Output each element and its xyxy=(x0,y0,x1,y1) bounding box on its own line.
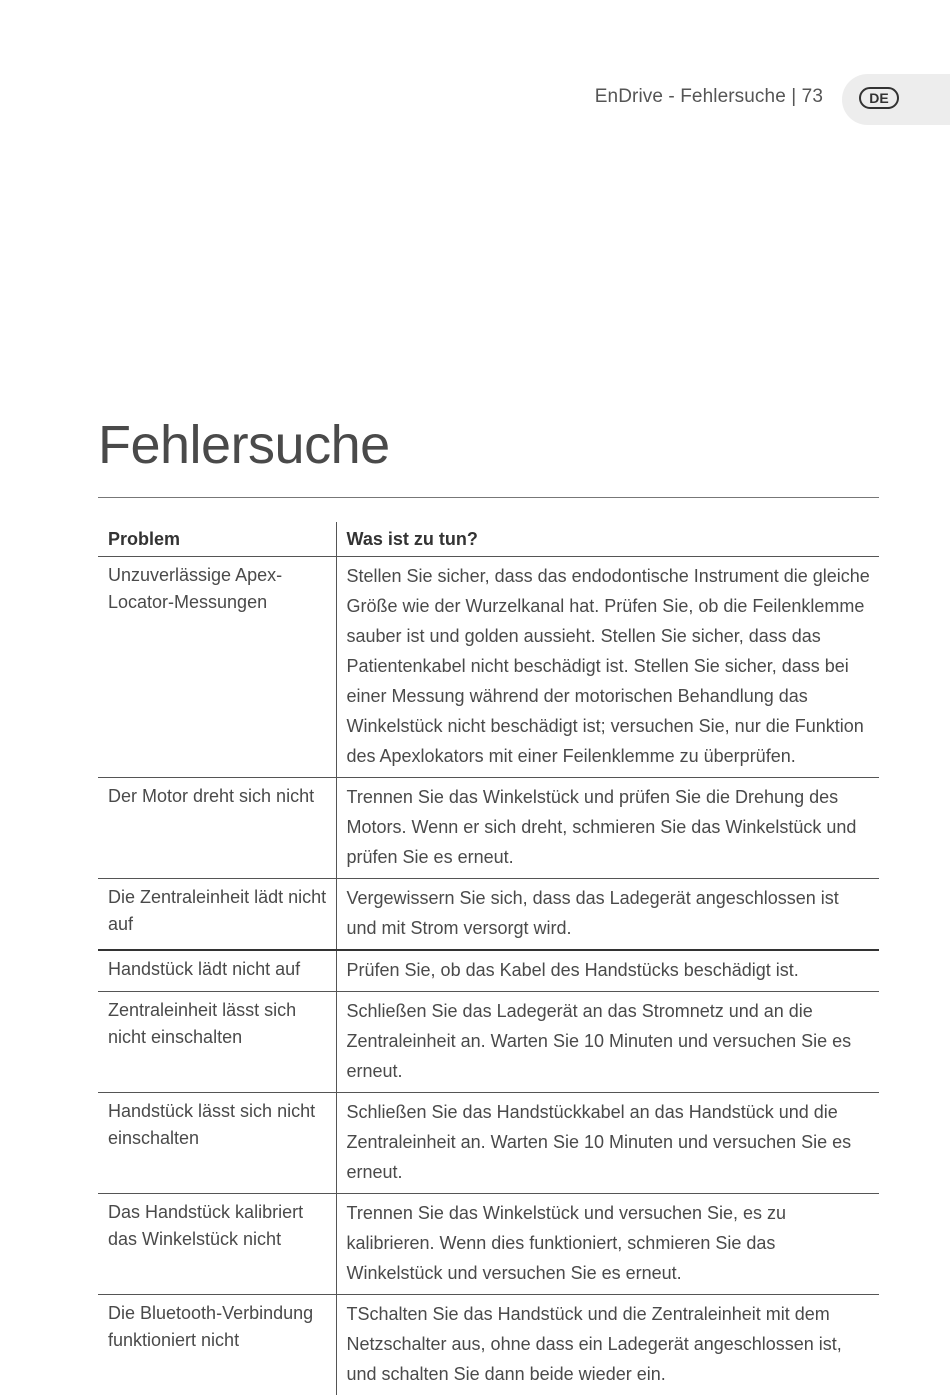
problem-cell: Zentraleinheit lässt sich nicht einschalten xyxy=(98,992,336,1093)
column-header-problem: Problem xyxy=(98,522,336,557)
problem-cell: Die Bluetooth-Verbindung funktioniert nicht xyxy=(98,1295,336,1395)
problem-cell: Handstück lässt sich nicht einschalten xyxy=(98,1093,336,1194)
table-row xyxy=(98,1295,879,1395)
solution-cell: TSchalten Sie das Handstück und die Zentraleinheit mit dem Netzschalter aus, ohne dass ein Ladegerät angeschlossen ist, und schalten Sie dann beide wieder ein. xyxy=(336,1295,879,1395)
table-row xyxy=(98,557,879,778)
table-row xyxy=(98,950,879,992)
solution-cell: Schließen Sie das Handstückkabel an das Handstück und die Zentraleinheit an. Warten Sie 10 Minuten und versuchen Sie es erneut. xyxy=(336,1093,879,1194)
problem-cell: Handstück lädt nicht auf xyxy=(98,950,336,992)
troubleshooting-table xyxy=(98,522,879,1395)
table-row xyxy=(98,778,879,879)
solution-cell: Stellen Sie sicher, dass das endodontische Instrument die gleiche Größe wie der Wurzelkanal hat. Prüfen Sie, ob die Feilenklemme sauber ist und golden aussieht. Stellen Sie sicher, dass das Patientenkabel nicht beschädigt ist. Stellen Sie sicher, dass bei einer Messung während der motorischen Behandlung das Winkelstück nicht beschädigt ist; versuchen Sie, nur die Funktion des Apexlokators mit einer Feilenklemme zu überprüfen. xyxy=(336,557,879,778)
solution-cell: Trennen Sie das Winkelstück und prüfen Sie die Drehung des Motors. Wenn er sich dreht, schmieren Sie das Winkelstück und prüfen Sie es erneut. xyxy=(336,778,879,879)
solution-cell: Prüfen Sie, ob das Kabel des Handstücks beschädigt ist. xyxy=(336,950,879,992)
solution-cell: Vergewissern Sie sich, dass das Ladegerät angeschlossen ist und mit Strom versorgt wird. xyxy=(336,879,879,951)
problem-cell: Das Handstück kalibriert das Winkelstück nicht xyxy=(98,1194,336,1295)
table-body xyxy=(98,557,879,1395)
page-title: Fehlersuche xyxy=(98,414,390,476)
problem-cell: Der Motor dreht sich nicht xyxy=(98,778,336,879)
table-row xyxy=(98,1194,879,1295)
solution-cell: Trennen Sie das Winkelstück und versuchen Sie, es zu kalibrieren. Wenn dies funktioniert, schmieren Sie das Winkelstück und versuchen Sie es erneut. xyxy=(336,1194,879,1295)
problem-cell: Die Zentraleinheit lädt nicht auf xyxy=(98,879,336,951)
problem-cell: Unzuverlässige Apex-Locator-Messungen xyxy=(98,557,336,778)
solution-cell: Schließen Sie das Ladegerät an das Stromnetz und an die Zentraleinheit an. Warten Sie 10 Minuten und versuchen Sie es erneut. xyxy=(336,992,879,1093)
table-header-row xyxy=(98,522,879,557)
table-header xyxy=(98,522,879,557)
column-header-solution: Was ist zu tun? xyxy=(336,522,879,557)
running-header: EnDrive - Fehlersuche | 73 xyxy=(595,86,823,108)
table-row xyxy=(98,879,879,951)
language-badge: DE xyxy=(859,87,899,109)
title-divider xyxy=(98,497,879,498)
table-row xyxy=(98,1093,879,1194)
language-tab xyxy=(842,74,950,125)
table-row xyxy=(98,992,879,1093)
